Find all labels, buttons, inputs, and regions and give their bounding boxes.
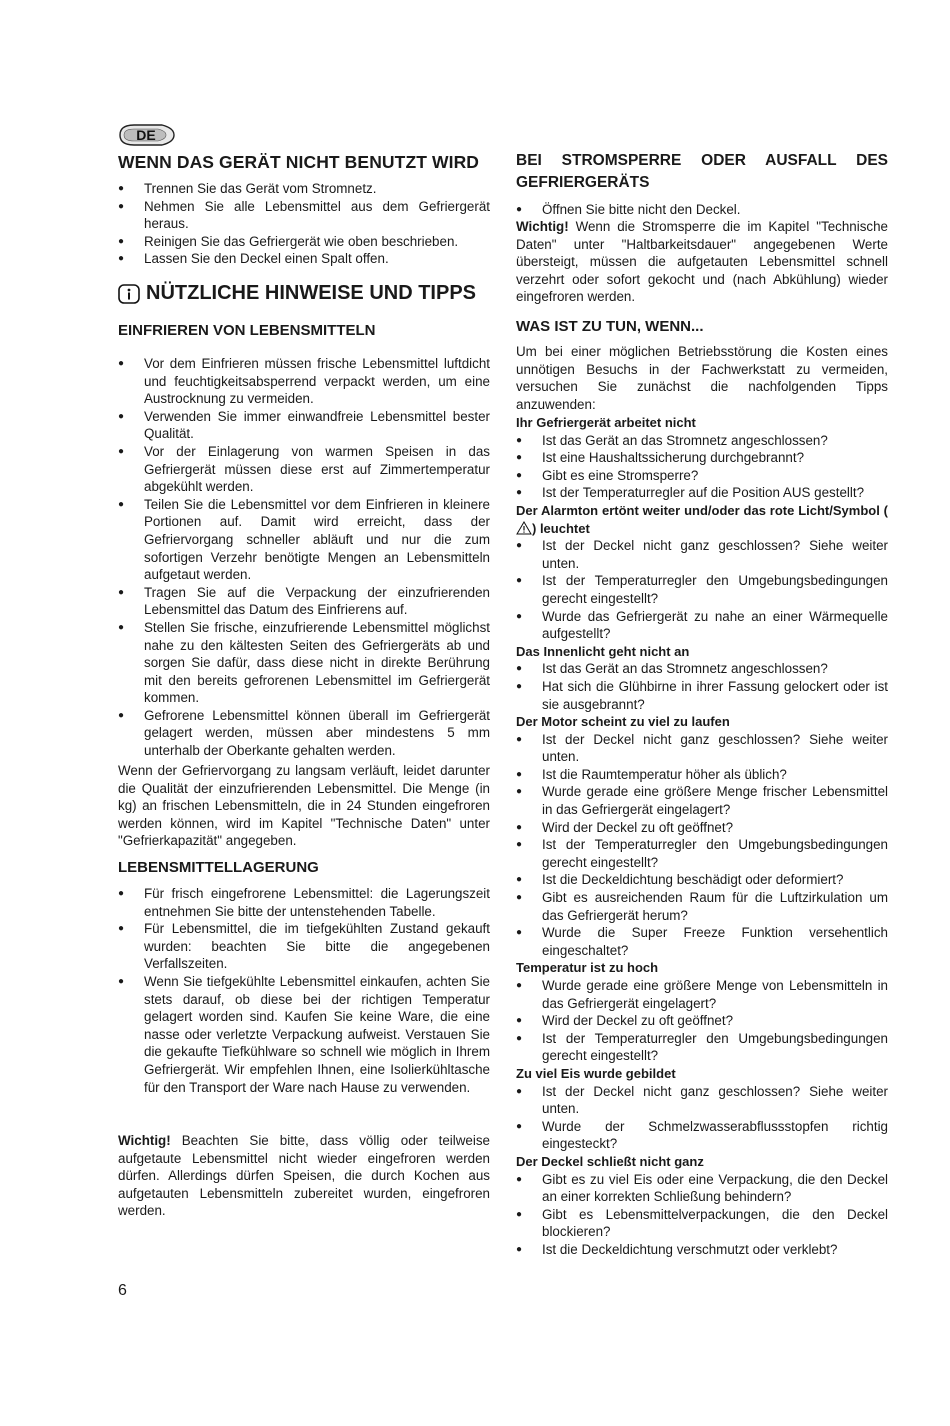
- storage-note: [118, 1132, 490, 1220]
- not-in-use-list: [118, 180, 490, 268]
- list-item: ● Reinigen Sie das Gefriergerät wie oben beschrieben.: [118, 233, 490, 251]
- group-list: [516, 432, 888, 502]
- list-item: ● Ist der Temperaturregler auf die Position AUS gestellt?: [516, 484, 888, 502]
- list-item: ● Verwenden Sie immer einwandfreie Lebensmittel bester Qualität.: [118, 408, 490, 443]
- group-title: Der Motor scheint zu viel zu laufen: [516, 714, 730, 730]
- list-item: ● Für frisch eingefrorene Lebensmittel: die Lagerungszeit entnehmen Sie bitte der untenstehenden Tabelle.: [118, 885, 490, 920]
- list-item: ● Ist das Gerät an das Stromnetz angeschlossen?: [516, 660, 888, 678]
- list-item: ● Trennen Sie das Gerät vom Stromnetz.: [118, 180, 490, 198]
- page-number: 6: [118, 1282, 127, 1299]
- group-list: [516, 660, 888, 713]
- troubleshooting-intro: Um bei einer möglichen Betriebsstörung die Kosten eines unnötigen Besuchs in der Fachwerkstatt zu vermeiden, versuchen Sie zunächst die nachfolgenden Tipps anzuwenden:: [516, 344, 888, 412]
- list-item: ● Tragen Sie auf die Verpackung der einzufrierenden Lebensmittel das Datum des Einfrierens auf.: [118, 584, 490, 619]
- section-title-power-failure: BEI STROMSPERRE ODER AUSFALL DES GEFRIERGERÄTS: [516, 152, 888, 191]
- list-item: ● Wurde der Schmelzwasserabflussstopfen richtig eingesteckt?: [516, 1118, 888, 1153]
- info-icon: [118, 284, 140, 304]
- list-item: ● Ist der Temperaturregler den Umgebungsbedingungen gerecht eingestellt?: [516, 836, 888, 871]
- list-item: ● Gibt es eine Stromsperre?: [516, 467, 888, 485]
- group-list: [516, 537, 888, 643]
- list-item: ● Wurde gerade eine größere Menge frischer Lebensmittel in das Gefriergerät eingelagert?: [516, 783, 888, 818]
- group-title: Der Deckel schließt nicht ganz: [516, 1153, 704, 1169]
- warning-triangle-icon: [516, 521, 532, 535]
- power-failure-list: [516, 201, 888, 219]
- group-list: [516, 731, 888, 960]
- freezing-paragraph: Wenn der Gefriervorgang zu langsam verläuft, leidet darunter die Qualität der einzufrierenden Lebensmittel. Die Menge (in kg) an frischen Lebensmitteln, die in 24 Stunden eingefroren werden können, wird im Kapitel "Technische Daten" unter "Gefrierkapazität" angegeben.: [118, 763, 490, 849]
- note-text: Wenn die Stromsperre die im Kapitel "Technische Daten" unter "Haltbarkeitsdauer" angegebenen Werte übersteigt, müssen die aufgetauten Lebensmittel schnell verzehrt oder sofort gekocht und (nach Abkühlung) wieder eingefroren werden.: [516, 219, 888, 305]
- storage-list: [118, 885, 490, 1096]
- list-item: ● Wird der Deckel zu oft geöffnet?: [516, 819, 888, 837]
- list-item: ● Ist die Deckeldichtung beschädigt oder deformiert?: [516, 871, 888, 889]
- list-item: ● Gibt es ausreichenden Raum für die Luftzirkulation um das Gefriergerät herum?: [516, 889, 888, 924]
- group-title: [516, 502, 888, 537]
- language-badge-de-logo: [114, 120, 176, 150]
- section-title-not-in-use: WENN DAS GERÄT NICHT BENUTZT WIRD: [118, 152, 480, 172]
- section-title-tips: NÜTZLICHE HINWEISE UND TIPPS: [146, 282, 477, 304]
- group-list: [516, 1083, 888, 1153]
- list-item: ● Wurde die Super Freeze Funktion versehentlich eingeschaltet?: [516, 924, 888, 959]
- group-title-part: ) leuchtet: [532, 520, 590, 536]
- group-title: Temperatur ist zu hoch: [516, 960, 659, 976]
- note-label: Wichtig!: [516, 219, 569, 234]
- note-text: Beachten Sie bitte, dass völlig oder teilweise aufgetaute Lebensmittel nicht wieder eingefroren werden dürfen. Allerdings dürfen Speisen, die durch Kochen aus aufgetauten Lebensmitteln zubereitet wurden, eingefroren werden.: [118, 1133, 490, 1219]
- list-item: ● Ist der Temperaturregler den Umgebungsbedingungen gerecht eingestellt?: [516, 572, 888, 607]
- freezing-list: [118, 355, 490, 760]
- list-item: ● Ist die Deckeldichtung verschmutzt oder verklebt?: [516, 1241, 888, 1259]
- list-item: ● Ist das Gerät an das Stromnetz angeschlossen?: [516, 432, 888, 450]
- list-item: ● Wurde gerade eine größere Menge von Lebensmitteln in das Gefriergerät eingelagert?: [516, 977, 888, 1012]
- list-item: ● Teilen Sie die Lebensmittel vor dem Einfrieren in kleinere Portionen auf. Damit wird erreicht, dass der Gefriervorgang schneller abläuft und nur die zum sofortigen Verzehr benötigte Mengen an Lebensmitteln aufgetaut werden.: [118, 496, 490, 584]
- list-item: ● Wird der Deckel zu oft geöffnet?: [516, 1012, 888, 1030]
- list-item: ● Gibt es zu viel Eis oder eine Verpackung, die den Deckel an einer korrekten Schließung behindern?: [516, 1171, 888, 1206]
- logo-text: DE: [136, 127, 156, 143]
- list-item: ● Hat sich die Glühbirne in ihrer Fassung gelockert oder ist sie ausgebrannt?: [516, 678, 888, 713]
- list-item: ● Vor der Einlagerung von warmen Speisen in das Gefriergerät müssen diese erst auf Zimmertemperatur abgekühlt werden.: [118, 443, 490, 496]
- list-item: ● Ist eine Haushaltssicherung durchgebrannt?: [516, 449, 888, 467]
- group-list: [516, 1171, 888, 1259]
- list-item: ● Nehmen Sie alle Lebensmittel aus dem Gefriergerät heraus.: [118, 198, 490, 233]
- group-title: Ihr Gefriergerät arbeitet nicht: [516, 415, 696, 430]
- subsection-title-freezing: EINFRIEREN VON LEBENSMITTELN: [118, 322, 376, 339]
- list-item: ● Gefrorene Lebensmittel können überall im Gefriergerät gelagert werden, müssen aber mindestens 5 mm unterhalb der Oberkante gehalten werden.: [118, 707, 490, 760]
- troubleshooting-groups: [516, 414, 888, 1259]
- list-item: ● Ist der Temperaturregler den Umgebungsbedingungen gerecht eingestellt?: [516, 1030, 888, 1065]
- list-item: ● Gibt es Lebensmittelverpackungen, die den Deckel blockieren?: [516, 1206, 888, 1241]
- group-title: Zu viel Eis wurde gebildet: [516, 1065, 676, 1081]
- list-item: ● Ist der Deckel nicht ganz geschlossen? Siehe weiter unten.: [516, 1083, 888, 1118]
- tips-heading: [118, 282, 476, 305]
- list-item: ● Ist der Deckel nicht ganz geschlossen? Siehe weiter unten.: [516, 537, 888, 572]
- list-item: ● Ist die Raumtemperatur höher als üblich?: [516, 766, 888, 784]
- section-title-troubleshooting: WAS IST ZU TUN, WENN...: [516, 318, 704, 335]
- group-list: [516, 977, 888, 1065]
- list-item: ● Vor dem Einfrieren müssen frische Lebensmittel luftdicht und feuchtigkeitsabsperrend verpackt werden, um eine Austrocknung zu vermeiden.: [118, 355, 490, 408]
- group-title: Das Innenlicht geht nicht an: [516, 643, 690, 659]
- power-failure-note: [516, 218, 888, 306]
- list-item: ● Öffnen Sie bitte nicht den Deckel.: [516, 201, 888, 219]
- note-label: Wichtig!: [118, 1133, 171, 1148]
- subsection-title-storage: LEBENSMITTELLAGERUNG: [118, 859, 319, 876]
- list-item: ● Lassen Sie den Deckel einen Spalt offen.: [118, 250, 490, 268]
- list-item: ● Wurde das Gefriergerät zu nahe an einer Wärmequelle aufgestellt?: [516, 608, 888, 643]
- list-item: ● Ist der Deckel nicht ganz geschlossen? Siehe weiter unten.: [516, 731, 888, 766]
- list-item: ● Wenn Sie tiefgekühlte Lebensmittel einkaufen, achten Sie stets darauf, ob diese bei der richtigen Temperatur gelagert worden sind. Kaufen Sie keine Ware, die eine nasse oder verletzte Verpackung aufweist. Verstauen Sie die gekaufte Tiefkühlware so schnell wie möglich in Ihrem Gefriergerät. Wir empfehlen Ihnen, eine Isolierkühltasche für den Transport der Ware nach Hause zu verwenden.: [118, 973, 490, 1096]
- list-item: ● Stellen Sie frische, einzufrierende Lebensmittel möglichst nahe zu den kältesten Seiten des Gefriergeräts ab und sorgen Sie dafür, dass diese nicht in direkte Berührung mit den bereits gefrorenen Lebensmittel im Gefriergerät kommen.: [118, 619, 490, 707]
- group-title-part: Der Alarmton ertönt weiter und/oder das rote Licht/Symbol (: [516, 502, 888, 518]
- list-item: ● Für Lebensmittel, die im tiefgekühlten Zustand gekauft wurden: beachten Sie bitte die angegebenen Verfallszeiten.: [118, 920, 490, 973]
